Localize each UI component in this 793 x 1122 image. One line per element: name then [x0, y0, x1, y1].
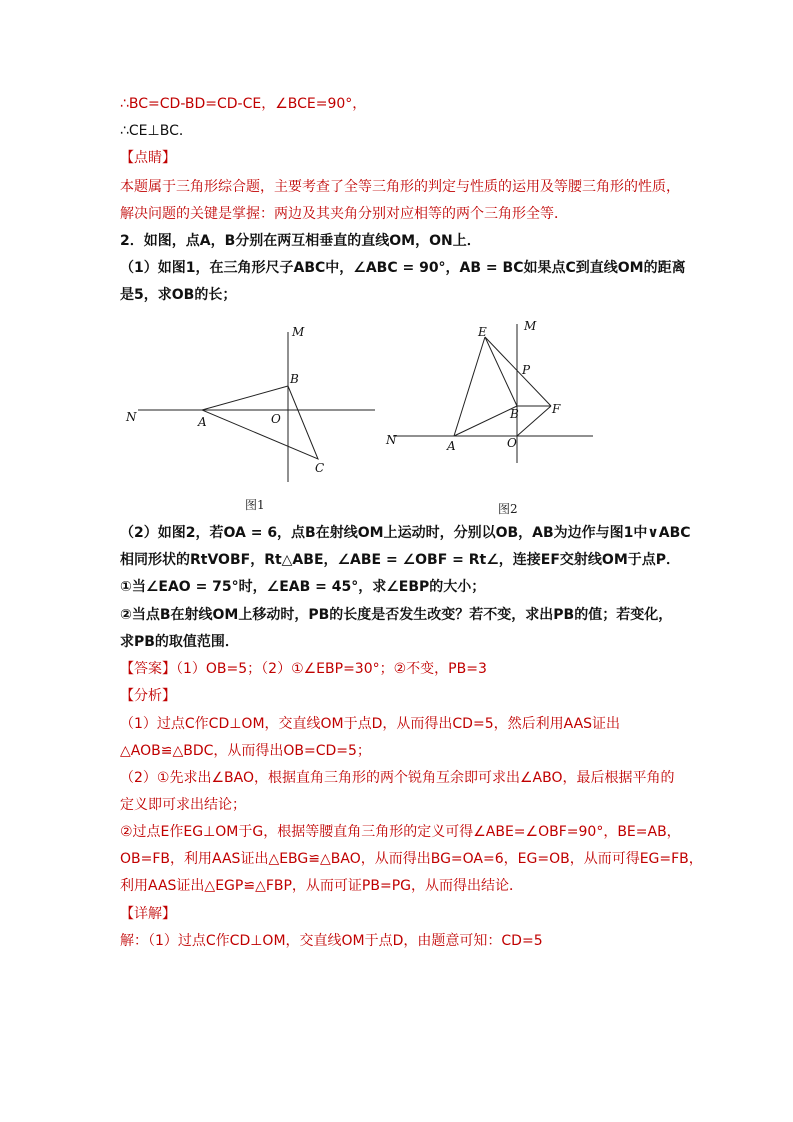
segment-ab	[454, 406, 517, 436]
problem-2-part1-line2: 是5，求OB的长；	[120, 287, 237, 303]
label-n: N	[386, 433, 397, 447]
label-f: F	[552, 402, 561, 416]
label-o: O	[507, 436, 517, 450]
problem-2-part2-q2-line1: ②当点B在射线OM上移动时，PB的长度是否发生改变？若不变，求出PB的值；若变化，	[120, 607, 673, 623]
dianjing-text-1: 本题属于三角形综合题，主要考查了全等三角形的判定与性质的运用及等腰三角形的性质，	[120, 179, 680, 195]
problem-2-part2-q2-line2: 求PB的取值范围．	[120, 634, 239, 650]
heading-xiangjie: 【详解】	[120, 906, 176, 922]
figure-1-diagram	[120, 322, 385, 482]
label-b: B	[510, 407, 519, 421]
answer-line: 【答案】（1）OB=5；（2）①∠EBP=30°；②不变，PB=3	[120, 661, 487, 677]
label-m: M	[524, 319, 537, 333]
label-p: P	[522, 363, 531, 377]
problem-2-part2-line1: （2）如图2，若OA = 6，点B在射线OM上运动时，分别以OB，AB为边作与图1中∨ABC	[120, 525, 691, 541]
analysis-line-4: 定义即可求出结论；	[120, 797, 246, 813]
label-n: N	[126, 410, 137, 424]
solution-line-2: ∴CE⊥BC．	[120, 123, 193, 139]
segment-of	[517, 406, 551, 436]
label-m: M	[292, 325, 305, 339]
label-c: C	[315, 461, 325, 475]
label-o: O	[271, 412, 281, 426]
problem-2-statement: 2．如图，点A，B分别在两互相垂直的直线OM，ON上．	[120, 233, 481, 249]
analysis-line-1: （1）过点C作CD⊥OM，交直线OM于点D，从而得出CD=5，然后利用AAS证出	[120, 716, 621, 732]
detail-line-1: 解：（1）过点C作CD⊥OM，交直线OM于点D，由题意可知：CD=5	[120, 933, 543, 949]
solution-line-1: ∴BC=CD-BD=CD-CE，∠BCE=90°，	[120, 96, 367, 112]
figure-2-diagram	[383, 318, 603, 463]
figure-2-caption: 图2	[498, 502, 518, 516]
analysis-line-2: △AOB≌△BDC，从而得出OB=CD=5；	[120, 743, 371, 759]
heading-fenxi: 【分析】	[120, 688, 176, 704]
dianjing-text-2: 解决问题的关键是掌握：两边及其夹角分别对应相等的两个三角形全等．	[120, 206, 568, 222]
figure-1-caption: 图1	[245, 498, 265, 512]
segment-ae	[454, 337, 485, 436]
triangle-abc	[202, 386, 318, 459]
analysis-line-7: 利用AAS证出△EGP≌△FBP，从而可证PB=PG，从而得出结论．	[120, 878, 523, 894]
label-a: A	[198, 415, 207, 429]
segment-ef	[485, 337, 551, 406]
problem-2-part2-q1: ①当∠EAO = 75°时，∠EAB = 45°，求∠EBP的大小；	[120, 579, 486, 595]
heading-dianjing: 【点睛】	[120, 150, 176, 166]
segment-be	[485, 337, 517, 406]
label-b: B	[290, 372, 299, 386]
problem-2-part2-line2: 相同形状的RtVOBF，Rt△ABE，∠ABE = ∠OBF = Rt∠，连接EF交射线OM于点P．	[120, 552, 681, 568]
problem-2-part1-line1: （1）如图1，在三角形尺子ABC中，∠ABC = 90°，AB = BC如果点C到直线OM的距离	[120, 260, 686, 276]
analysis-line-3: （2）①先求出∠BAO，根据直角三角形的两个锐角互余即可求出∠ABO，最后根据平角的	[120, 770, 675, 786]
analysis-line-5: ②过点E作EG⊥OM于G，根据等腰直角三角形的定义可得∠ABE=∠OBF=90°，BE=AB，	[120, 824, 681, 840]
label-e: E	[478, 325, 487, 339]
label-a: A	[447, 439, 456, 453]
analysis-line-6: OB=FB，利用AAS证出△EBG≌△BAO，从而得出BG=OA=6，EG=OB，从而可得EG=FB，	[120, 851, 703, 867]
